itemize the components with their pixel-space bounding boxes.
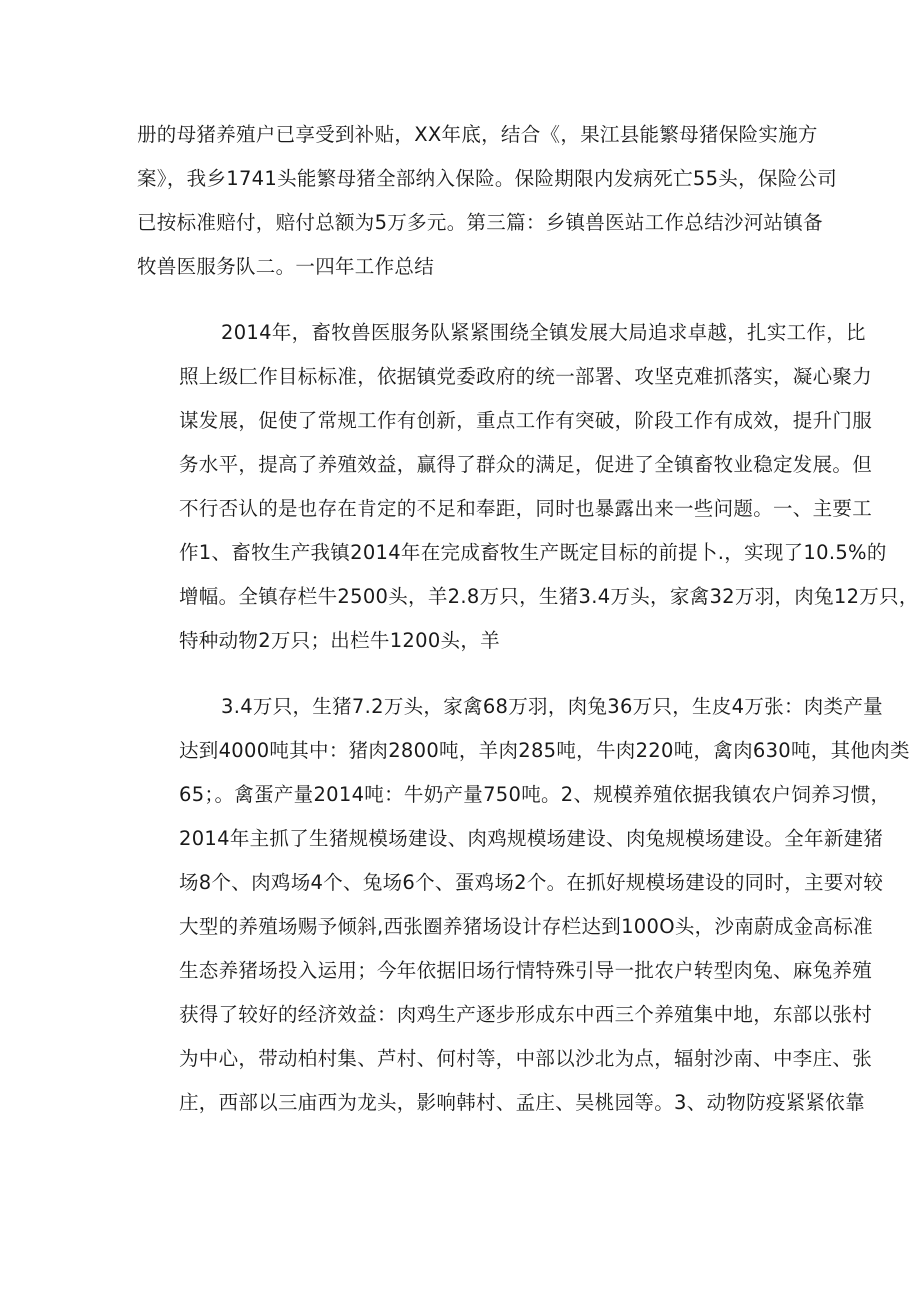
text-line: 册的母猪养殖户已享受到补贴，XX年底，结合《，果江县能繁母猪保险实施方 xyxy=(137,123,818,146)
text-line: 生态养猪场投入运用；今年依据旧场行情特殊引导一批农户转型肉兔、麻兔养殖 xyxy=(179,959,873,982)
text-line: 案》，我乡1741头能繁母猪全部纳入保险。保险期限内发病死亡55头，保险公司 xyxy=(137,167,838,190)
text-line: 作1、畜牧生产我镇2014年在完成畜牧生产既定目标的前提卜.，实现了10.5%的 xyxy=(179,541,887,564)
text-line: 获得了较好的经济效益：肉鸡生产逐步形成东中西三个养殖集中地，东部以张村 xyxy=(179,1003,873,1026)
paragraph-production-stats xyxy=(137,685,910,1125)
text-line: 已按标准赔付，赔付总额为5万多元。第三篇：乡镇兽医站工作总结沙河站镇备 xyxy=(137,211,823,234)
text-line: 庄，西部以三庙西为龙头，影响韩村、孟庄、吴桃园等。3、动物防疫紧紧依靠 xyxy=(179,1091,865,1114)
text-line: 照上级匚作目标标准，依据镇党委政府的统一部署、攻坚克难抓落实，凝心聚力 xyxy=(179,365,873,388)
text-line: 不行否认的是也存在肯定的不足和奉距，同时也暴露出来一些问题。一、主要工 xyxy=(179,497,873,520)
paragraph-insurance xyxy=(137,113,838,289)
text-line: 2014年主抓了生猪规模场建设、肉鸡规模场建设、肉兔规模场建设。全年新建猪 xyxy=(179,827,884,850)
text-line: 达到4000吨其中：猪肉2800吨，羊肉285吨，牛肉220吨，禽肉630吨，其他肉类 xyxy=(179,739,910,762)
paragraph-summary-2014 xyxy=(137,311,919,663)
text-line: 65；。禽蛋产量2014吨：牛奶产量750吨。2、规模养殖依据我镇农户饲养习惯， xyxy=(179,783,891,806)
text-line: 为中心，带动柏村集、芦村、何村等，中部以沙北为点，辐射沙南、中李庄、张 xyxy=(179,1047,873,1070)
text-line: 3.4万只，生猪7.2万头，家禽68万羽，肉兔36万只，生皮4万张：肉类产量 xyxy=(221,695,883,718)
text-line: 大型的养殖场赐予倾斜,西张圈养猪场设计存栏达到100O头，沙南蔚成金高标准 xyxy=(179,915,873,938)
text-line: 2014年，畜牧兽医服务队紧紧围绕全镇发展大局追求卓越，扎实工作，比 xyxy=(221,321,866,344)
text-line: 务水平，提高了养殖效益，赢得了群众的满足，促进了全镇畜牧业稳定发展。但 xyxy=(179,453,873,476)
text-line: 牧兽医服务队二。一四年工作总结 xyxy=(137,255,435,278)
text-line: 增幅。全镇存栏牛2500头，羊2.8万只，生猪3.4万头，家禽32万羽，肉兔12万只， xyxy=(179,585,919,608)
document-page xyxy=(137,113,919,1125)
text-line: 谋发展，促使了常规工作有创新，重点工作有突破，阶段工作有成效，提升门服 xyxy=(179,409,873,432)
text-line: 特种动物2万只；出栏牛1200头，羊 xyxy=(179,629,500,652)
text-line: 场8个、肉鸡场4个、兔场6个、蛋鸡场2个。在抓好规模场建设的同时，主要对较 xyxy=(179,871,884,894)
